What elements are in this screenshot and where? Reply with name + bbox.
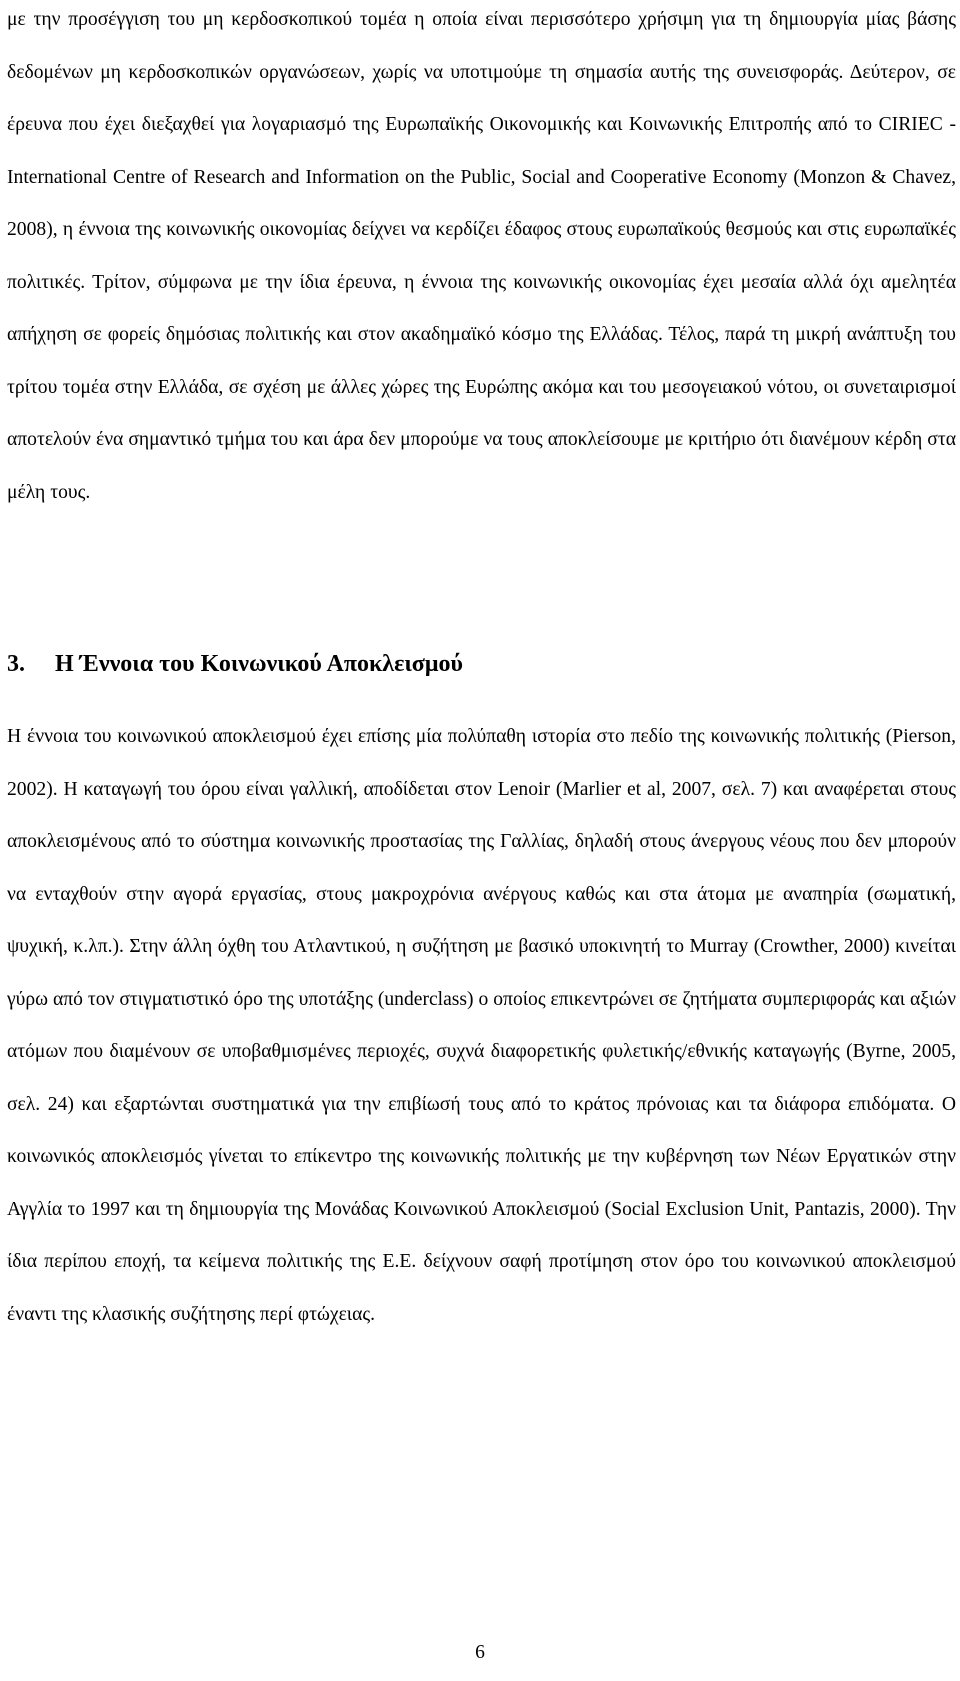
section-number: 3. bbox=[7, 651, 25, 677]
body-paragraph-intro: με την προσέγγιση του μη κερδοσκοπικού τομέα η οποία είναι περισσότερο χρήσιμη για τη δημιουργία μίας βάσης δεδομένων μη κερδοσκοπικών οργανώσεων, χωρίς να υποτιμούμε τη σημασία αυτής της συνεισφοράς. Δεύτερον, σε έρευνα που έχει διεξαχθεί για λογαριασμό της Ευρωπαϊκής Οικονομικής και Κοινωνικής Επιτροπής από το CIRIEC - International Centre of Research and Information on the Public, Social and Cooperative Economy (Monzon & Chavez, 2008), η έννοια της κοινωνικής οικονομίας δείχνει να κερδίζει έδαφος στους ευρωπαϊκούς θεσμούς και στις ευρωπαϊκές πολιτικές. Τρίτον, σύμφωνα με την ίδια έρευνα, η έννοια της κοινωνικής οικονομίας έχει μεσαία αλλά όχι αμελητέα απήχηση σε φορείς δημόσιας πολιτικής και στον ακαδημαϊκό κόσμο της Ελλάδας. Τέλος, παρά τη μικρή ανάπτυξη του τρίτου τομέα στην Ελλάδα, σε σχέση με άλλες χώρες της Ευρώπης ακόμα και του μεσογειακού νότου, οι συνεταιρισμοί αποτελούν ένα σημαντικό τμήμα του και άρα δεν μπορούμε να τους αποκλείσουμε με κριτήριο ότι διανέμουν κέρδη στα μέλη τους. bbox=[7, 9, 956, 503]
body-paragraph-social-exclusion: Η έννοια του κοινωνικού αποκλεισμού έχει επίσης μία πολύπαθη ιστορία στο πεδίο της κοινωνικής πολιτικής (Pierson, 2002). Η καταγωγή του όρου είναι γαλλική, αποδίδεται στον Lenoir (Marlier et al, 2007, σελ. 7) και αναφέρεται στους αποκλεισμένους από το σύστημα κοινωνικής προστασίας της Γαλλίας, δηλαδή στους άνεργους νέους που δεν μπορούν να ενταχθούν στην αγορά εργασίας, στους μακροχρόνια ανέργους καθώς και στα άτομα με αναπηρία (σωματική, ψυχική, κ.λπ.). Στην άλλη όχθη του Ατλαντικού, η συζήτηση με βασικό υποκινητή το Murray (Crowther, 2000) κινείται γύρω από τον στιγματιστικό όρο της υποτάξης (underclass) ο οποίος επικεντρώνει σε ζητήματα συμπεριφοράς και αξιών ατόμων που διαμένουν σε υποβαθμισμένες περιοχές, συχνά διαφορετικής φυλετικής/εθνικής καταγωγής (Byrne, 2005, σελ. 24) και εξαρτώνται συστηματικά για την επιβίωσή τους από το κράτος πρόνοιας και τα διάφορα επιδόματα. Ο κοινωνικός αποκλεισμός γίνεται το επίκεντρο της κοινωνικής πολιτικής με την κυβέρνηση των Νέων Εργατικών στην Αγγλία το 1997 και τη δημιουργία της Μονάδας Κοινωνικού Αποκλεισμού (Social Exclusion Unit, Pantazis, 2000). Την ίδια περίπου εποχή, τα κείμενα πολιτικής της Ε.Ε. δείχνουν σαφή προτίμηση στον όρο του κοινωνικού αποκλεισμού έναντι της κλασικής συζήτησης περί φτώχειας. bbox=[7, 726, 956, 1325]
section-heading bbox=[7, 638, 463, 690]
section-title: Η Έννοια του Κοινωνικού Αποκλεισμού bbox=[55, 651, 463, 677]
page-number: 6 bbox=[475, 1642, 485, 1663]
